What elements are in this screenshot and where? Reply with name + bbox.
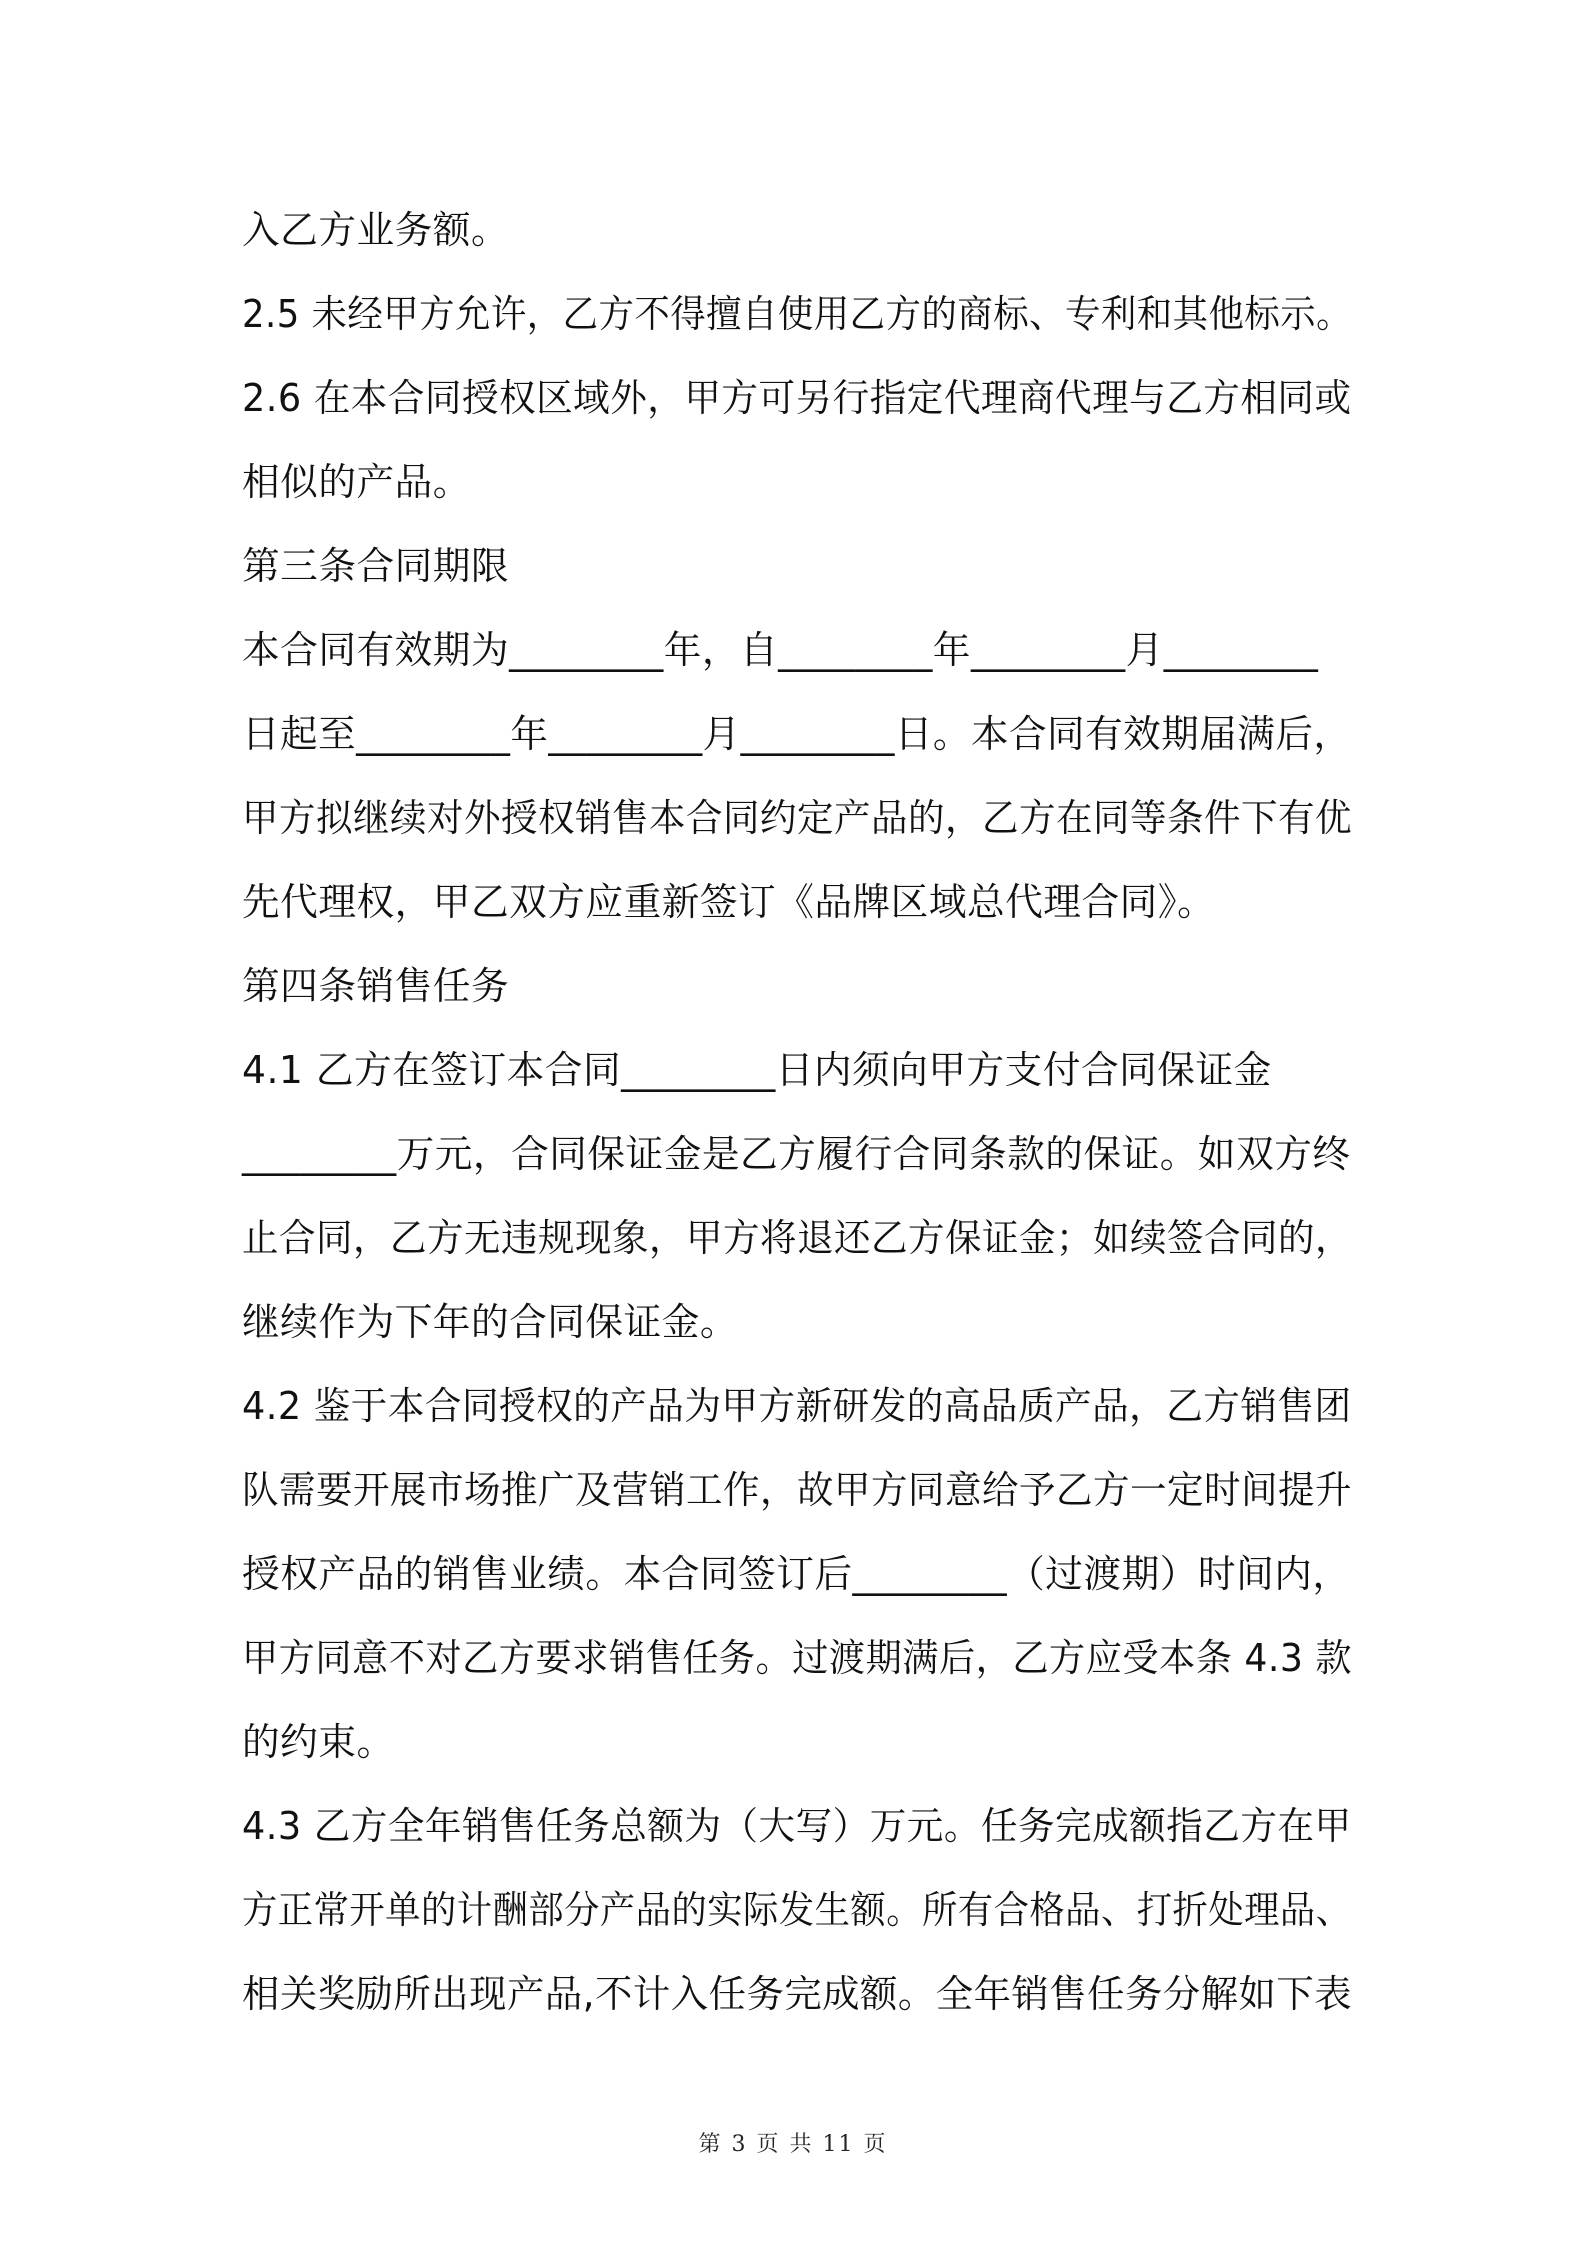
- body-line: 本合同有效期为________年，自________年________月________: [242, 628, 1319, 672]
- body-line: 方正常开单的计酬部分产品的实际发生额。所有合格品、打折处理品、: [242, 1888, 1352, 1932]
- body-line: 先代理权，甲乙双方应重新签订《品牌区域总代理合同》。: [242, 880, 1216, 924]
- clause-4-3: 4.3 乙方全年销售任务总额为（大写）万元。任务完成额指乙方在甲: [242, 1804, 1352, 1848]
- body-line: 止合同，乙方无违规现象，甲方将退还乙方保证金；如续签合同的，: [242, 1216, 1352, 1260]
- article-3-heading: 第三条合同期限: [242, 544, 510, 588]
- clause-4-2: 4.2 鉴于本合同授权的产品为甲方新研发的高品质产品，乙方销售团: [242, 1384, 1352, 1428]
- article-4-heading: 第四条销售任务: [242, 964, 510, 1008]
- page-number-footer: 第 3 页 共 11 页: [698, 2132, 888, 2157]
- body-line: ________万元，合同保证金是乙方履行合同条款的保证。如双方终: [242, 1132, 1351, 1176]
- body-line: 授权产品的销售业绩。本合同签订后________（过渡期）时间内，: [242, 1552, 1351, 1596]
- body-line: 相关奖励所出现产品,不计入任务完成额。全年销售任务分解如下表: [242, 1972, 1353, 2016]
- body-line: 入乙方业务额。: [242, 208, 510, 252]
- clause-4-1: 4.1 乙方在签订本合同________日内须向甲方支付合同保证金: [242, 1048, 1272, 1092]
- body-line: 相似的产品。: [242, 460, 471, 504]
- body-line: 队需要开展市场推广及营销工作，故甲方同意给予乙方一定时间提升: [242, 1468, 1352, 1512]
- body-line: 日起至________年________月________日。本合同有效期届满后，: [242, 712, 1352, 756]
- body-line: 甲方拟继续对外授权销售本合同约定产品的，乙方在同等条件下有优: [242, 796, 1352, 840]
- clause-2-5: 2.5 未经甲方允许，乙方不得擅自使用乙方的商标、专利和其他标示。: [242, 292, 1353, 336]
- clause-2-6: 2.6 在本合同授权区域外，甲方可另行指定代理商代理与乙方相同或: [242, 376, 1352, 420]
- body-line: 甲方同意不对乙方要求销售任务。过渡期满后，乙方应受本条 4.3 款: [242, 1636, 1353, 1680]
- body-line: 继续作为下年的合同保证金。: [242, 1300, 739, 1344]
- body-line: 的约束。: [242, 1720, 395, 1764]
